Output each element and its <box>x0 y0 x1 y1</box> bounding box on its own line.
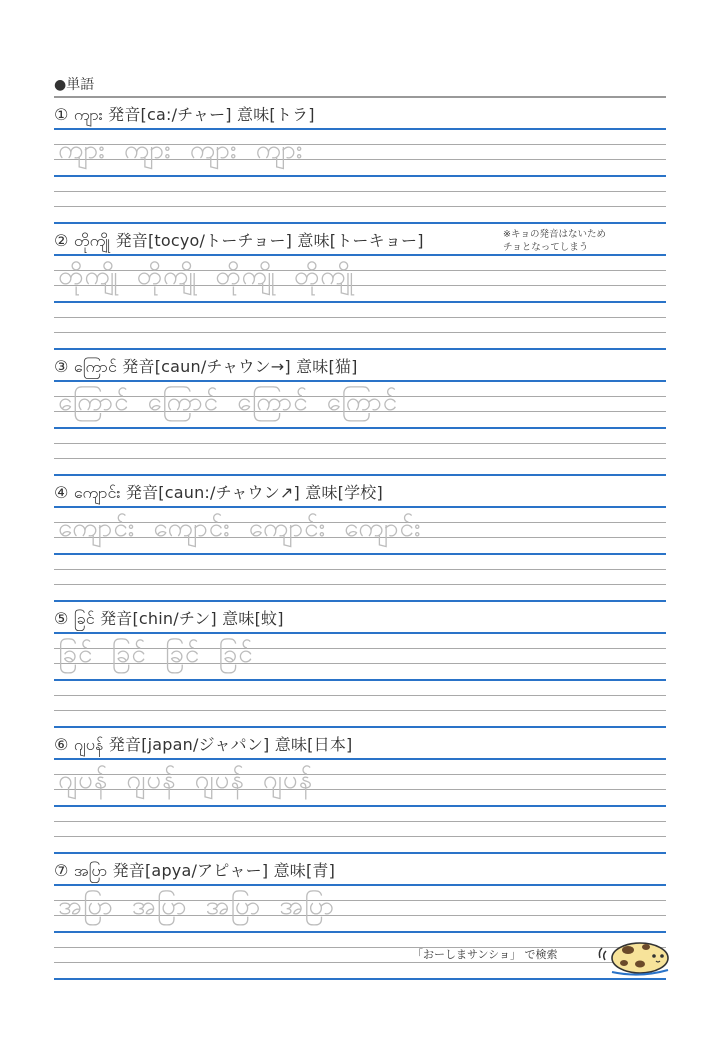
entry-title: ⑦ အပြာ 発音[apya/アピャー] 意味[青] <box>54 861 336 880</box>
writing-line <box>54 836 666 837</box>
note-line: チョとなってしまう <box>503 242 589 253</box>
entry-title: ④ ကျောင်း 発音[caun:/チャウン↗] 意味[学校] <box>54 483 383 502</box>
vocab-entry-1 <box>54 98 666 223</box>
tracing-row <box>58 510 440 549</box>
tracing-row <box>58 636 272 675</box>
trace-word: ခြင် <box>58 639 94 669</box>
vocab-entry-6 <box>54 728 666 853</box>
tracing-row <box>58 762 331 801</box>
trace-word: ဂျပန် <box>194 765 245 795</box>
writing-line <box>54 884 666 886</box>
writing-line <box>54 569 666 570</box>
trace-word: အပြာ <box>205 891 262 921</box>
section-heading: ●単語 <box>54 77 95 93</box>
trace-word: တိုကျို <box>293 261 355 291</box>
note-line: ※キョの発音はないため <box>503 229 606 240</box>
vocab-entry-4 <box>54 476 666 601</box>
writing-line <box>54 332 666 333</box>
search-hint: 「おーしまサンショ」 で検索 <box>412 948 558 961</box>
trace-word: အပြာ <box>279 891 336 921</box>
tracing-row <box>58 888 353 927</box>
vocab-entry-5 <box>54 602 666 727</box>
writing-line <box>54 821 666 822</box>
trace-word: တိုကျို <box>58 261 119 291</box>
writing-line <box>54 805 666 807</box>
trace-word: ကျား <box>255 135 304 165</box>
trace-word: ကျောင်း <box>58 513 136 543</box>
pronunciation-note <box>503 228 606 254</box>
trace-word: ကျောင်း <box>153 513 231 543</box>
vocab-entry-2 <box>54 224 666 349</box>
trace-word: ကျား <box>123 135 172 165</box>
writing-line <box>54 947 666 948</box>
trace-word: ကြောင် <box>237 387 309 417</box>
writing-line <box>54 443 666 444</box>
trace-word: ကြောင် <box>58 387 130 417</box>
writing-line <box>54 679 666 681</box>
writing-line <box>54 931 666 933</box>
writing-line <box>54 206 666 207</box>
trace-word: တိုကျို <box>215 261 276 291</box>
writing-line <box>54 128 666 130</box>
trace-word: ဂျပန် <box>126 765 177 795</box>
trace-word: ဂျပန် <box>58 765 109 795</box>
trace-word: ကျား <box>189 135 238 165</box>
entry-title: ⑥ ဂျပန် 発音[japan/ジャパン] 意味[日本] <box>54 735 353 754</box>
tracing-row <box>58 258 372 297</box>
entry-title: ⑤ ခြင် 発音[chin/チン] 意味[蚊] <box>54 609 284 628</box>
trace-word: တိုကျို <box>136 261 198 291</box>
entry-title: ③ ကြောင် 発音[caun/チャウン→] 意味[猫] <box>54 357 358 376</box>
writing-line <box>54 695 666 696</box>
vocab-entry-3 <box>54 350 666 475</box>
writing-line <box>54 632 666 634</box>
writing-line <box>54 506 666 508</box>
writing-line <box>54 254 666 256</box>
trace-word: အပြာ <box>131 891 188 921</box>
writing-line <box>54 584 666 585</box>
tracing-row <box>58 384 416 423</box>
trace-word: ကျား <box>58 135 106 165</box>
tracing-row <box>58 132 321 171</box>
trace-word: ဂျပန် <box>262 765 314 795</box>
trace-word: ခြင် <box>164 639 201 669</box>
writing-line <box>54 175 666 177</box>
trace-word: ကျောင်း <box>344 513 422 543</box>
trace-word: ကျောင်း <box>248 513 327 543</box>
salamander-mascot-icon <box>596 930 672 976</box>
writing-line <box>54 317 666 318</box>
writing-line <box>54 758 666 760</box>
writing-line <box>54 710 666 711</box>
trace-word: ခြင် <box>111 639 147 669</box>
writing-line <box>54 458 666 459</box>
trace-word: ကြောင် <box>326 387 399 417</box>
entry-title: ① ကျား 発音[ca:/チャー] 意味[トラ] <box>54 105 315 124</box>
writing-line <box>54 962 666 963</box>
writing-line <box>54 191 666 192</box>
writing-line <box>54 301 666 303</box>
trace-word: ခြင် <box>218 639 254 669</box>
entry-title: ② တိုကျို 発音[tocyo/トーチョー] 意味[トーキョー] <box>54 231 424 250</box>
trace-word: ကြောင် <box>147 387 220 417</box>
vocab-entry-7 <box>54 854 666 979</box>
writing-line <box>54 978 666 980</box>
trace-word: အပြာ <box>58 891 114 921</box>
writing-line <box>54 553 666 555</box>
writing-line <box>54 427 666 429</box>
writing-line <box>54 380 666 382</box>
